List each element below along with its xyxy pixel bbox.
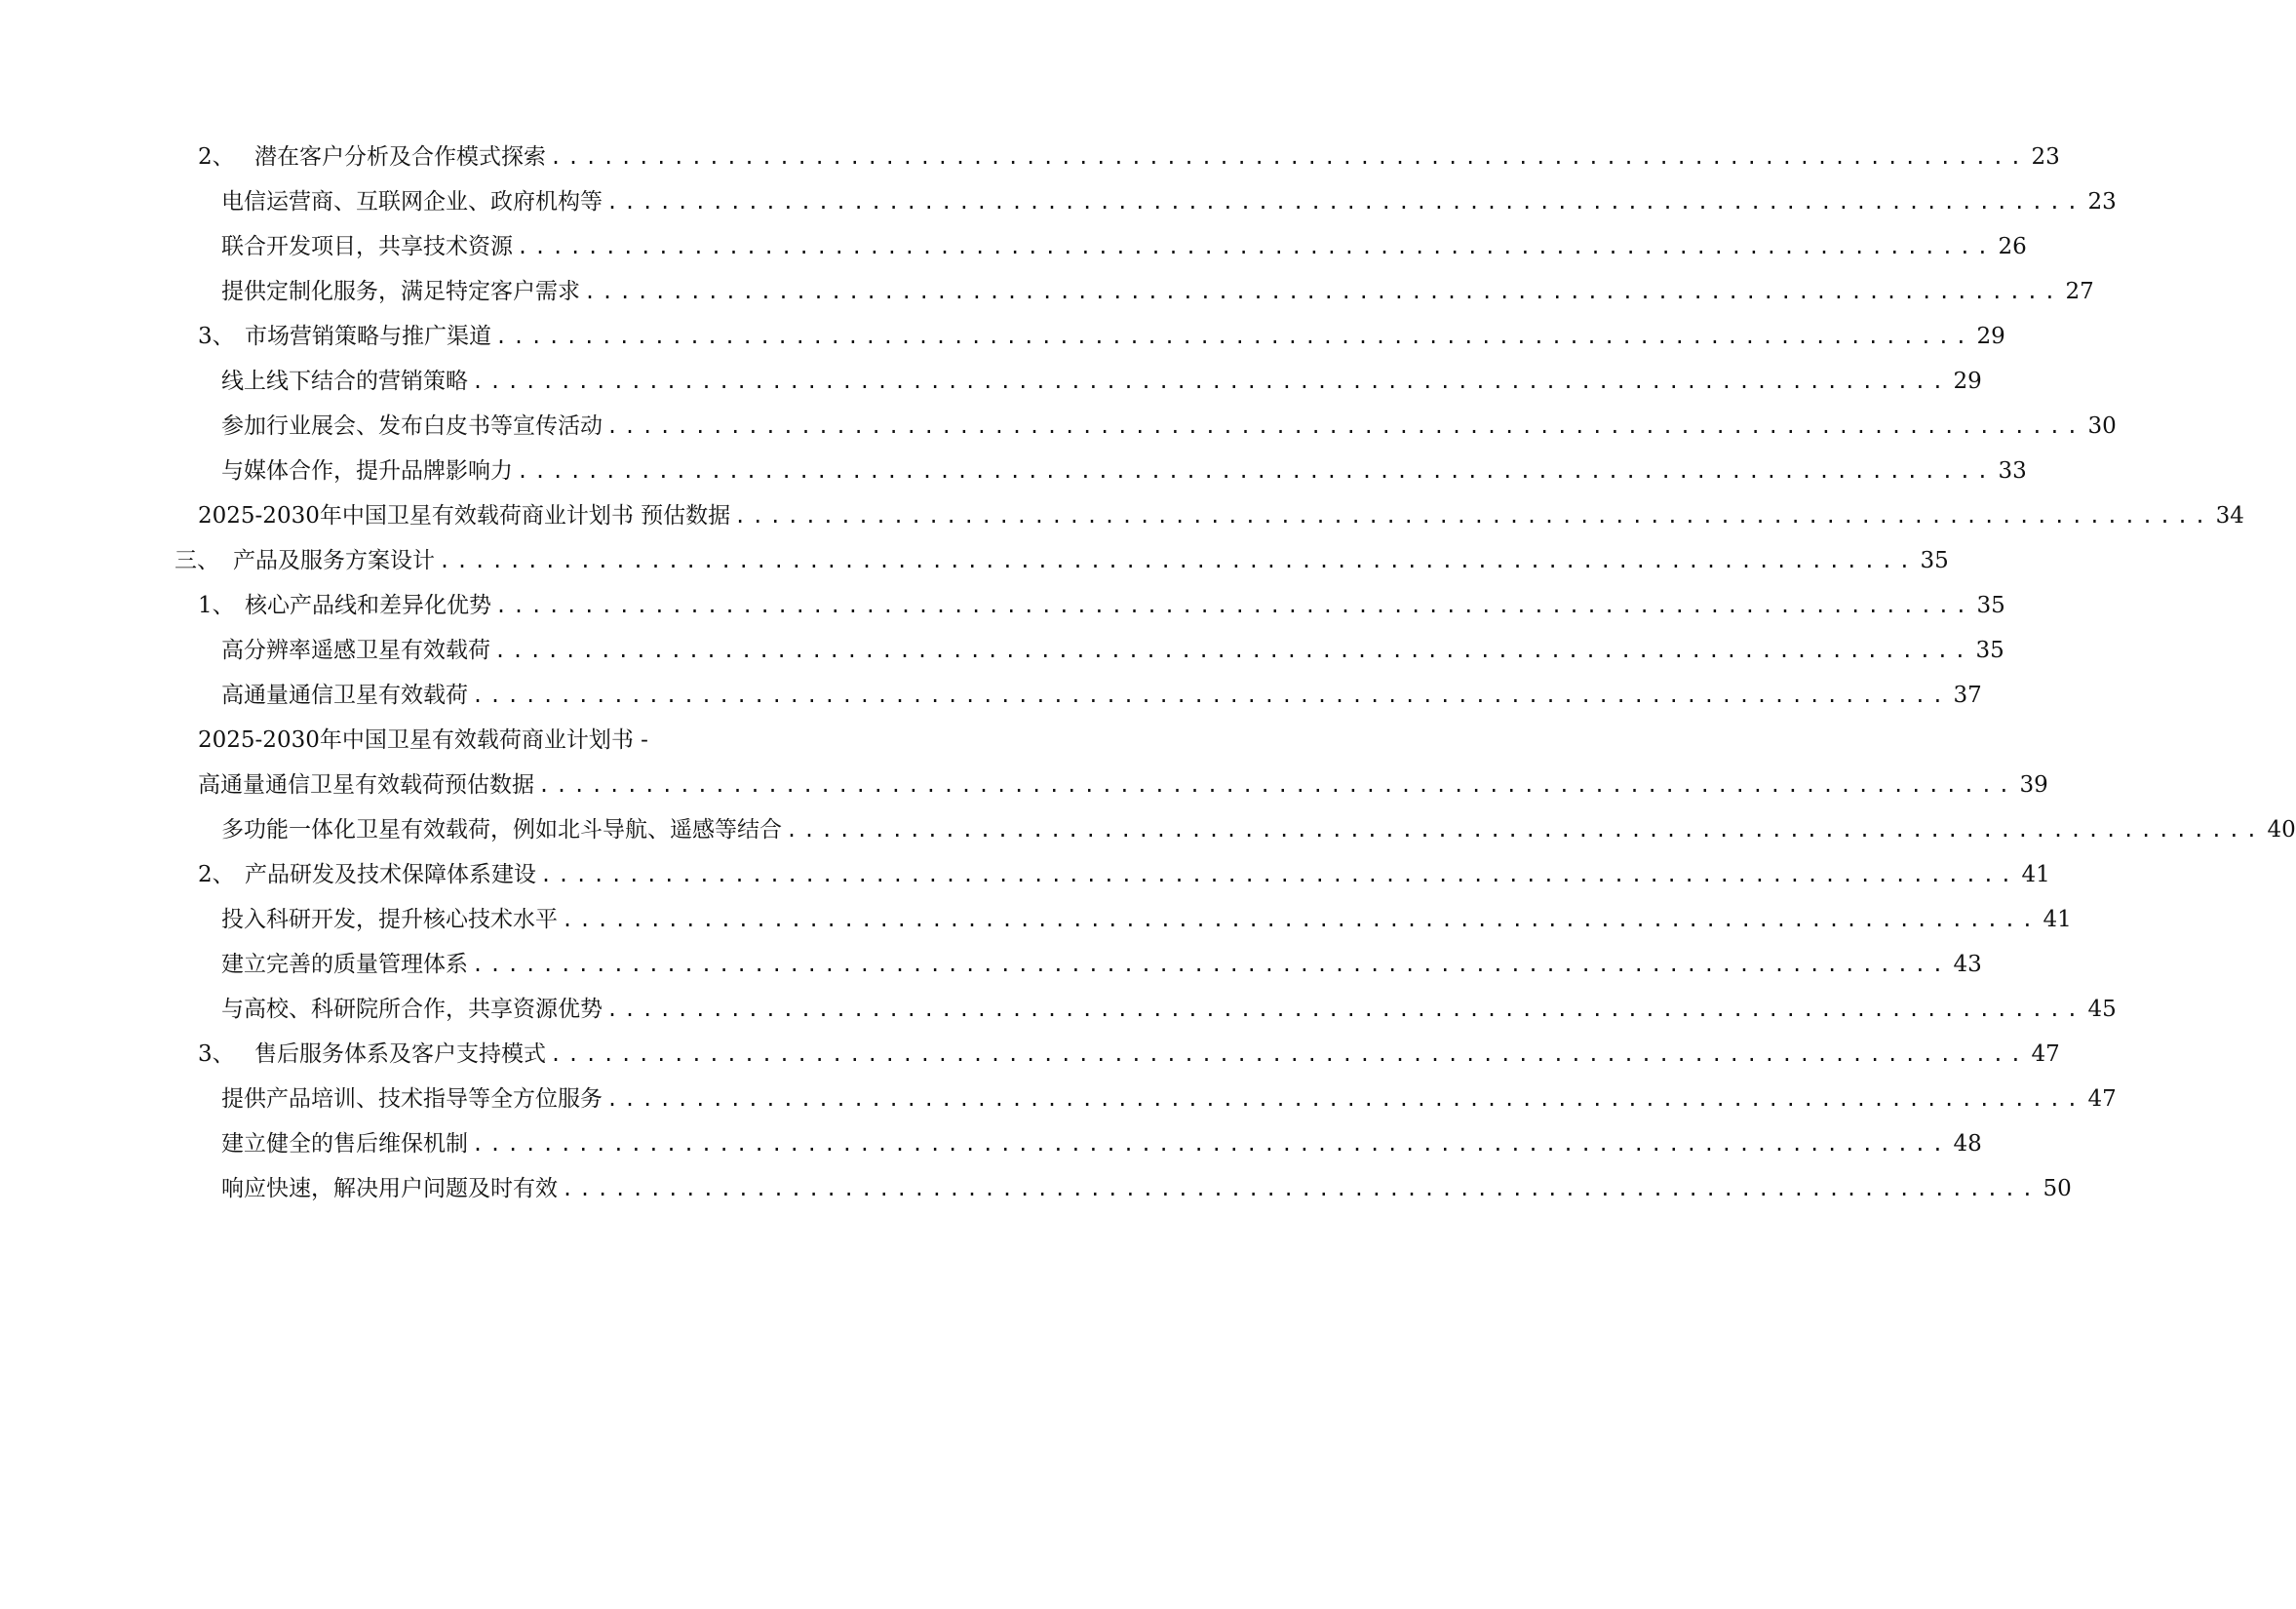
toc-entry[interactable] (198, 850, 2050, 889)
toc-entry[interactable] (221, 1119, 1982, 1158)
toc-entry[interactable] (198, 1030, 2060, 1069)
toc-entry[interactable] (221, 805, 2296, 844)
toc-entry-title: 多功能一体化卫星有效载荷，例如北斗导航、遥感等结合 (221, 817, 782, 843)
toc-entry-title: 投入科研开发，提升核心技术水平 (221, 907, 558, 932)
toc-entry-page: 34 (2215, 503, 2244, 529)
toc-entry-page: 27 (2065, 279, 2094, 304)
toc-entry-number: 3、 (198, 1041, 235, 1067)
toc-entry-page: 50 (2043, 1176, 2072, 1201)
toc-entry-number: 2、 (198, 862, 235, 887)
toc-entry-title: 联合开发项目，共享技术资源 (221, 234, 513, 259)
toc-entry-page: 43 (1953, 952, 1982, 977)
toc-entry-page: 39 (2019, 772, 2048, 798)
toc-dot-leader: .................................................................................... (734, 504, 2212, 528)
toc-entry-page: 41 (2021, 862, 2050, 887)
toc-dot-leader: .................................................................................... (562, 908, 2040, 931)
toc-entry[interactable] (221, 1075, 2117, 1114)
toc-entry-page: 35 (1976, 593, 2005, 618)
toc-entry-title: 提供产品培训、技术指导等全方位服务 (221, 1086, 603, 1112)
toc-entry-page: 35 (1975, 638, 2004, 663)
toc-entry-title: 高分辨率遥感卫星有效载荷 (221, 638, 490, 663)
toc-dot-leader: .................................................................................... (550, 1042, 2028, 1066)
toc-dot-leader: .................................................................................... (495, 594, 1973, 617)
toc-entry-page: 48 (1953, 1131, 1982, 1157)
toc-entry-title: 高通量通信卫星有效载荷 (221, 683, 468, 708)
toc-entry-page: 47 (2031, 1041, 2060, 1067)
toc-entry-title: 电信运营商、互联网企业、政府机构等 (221, 189, 603, 215)
toc-entry-page: 35 (1920, 548, 1949, 573)
toc-entry-page: 30 (2087, 413, 2117, 439)
toc-entry[interactable] (198, 716, 1007, 755)
toc-dot-leader: .................................................................................... (494, 639, 1972, 662)
toc-entry-page: 33 (1998, 458, 2027, 484)
toc-entry-title: 售后服务体系及客户支持模式 (254, 1041, 546, 1067)
toc-entry-number: 1、 (198, 593, 235, 618)
toc-dot-leader: .................................................................................... (495, 325, 1973, 348)
toc-entry[interactable] (221, 985, 2117, 1024)
toc-entry-page: 47 (2087, 1086, 2117, 1112)
toc-entry-title: 与高校、科研院所合作，共享资源优势 (221, 997, 603, 1022)
toc-entry-title: 与媒体合作，提升品牌影响力 (221, 458, 513, 484)
toc-dot-leader: .................................................................................... (472, 1132, 1950, 1156)
toc-entry-number: 2、 (198, 144, 235, 170)
toc-entry[interactable] (221, 940, 1982, 979)
toc-dot-leader: .................................................................................... (584, 280, 2062, 303)
toc-entry-page: 23 (2031, 144, 2060, 170)
toc-entry-title: 2025-2030年中国卫星有效载荷商业计划书 - (198, 727, 648, 753)
toc-entry-page: 29 (1976, 324, 2005, 349)
toc-entry-number: 三、 (175, 548, 219, 573)
toc-entry[interactable] (198, 491, 2244, 530)
toc-dot-leader: .................................................................................... (472, 370, 1950, 393)
toc-entry[interactable] (221, 671, 1982, 710)
toc-entry-title: 高通量通信卫星有效载荷预估数据 (198, 772, 534, 798)
toc-entry[interactable] (198, 581, 2005, 620)
toc-entry-page: 41 (2043, 907, 2072, 932)
toc-entry-page: 23 (2087, 189, 2117, 215)
toc-entry-number: 3、 (198, 324, 235, 349)
toc-entry[interactable] (175, 536, 1949, 575)
toc-entry[interactable] (221, 357, 1982, 396)
toc-dot-leader: .................................................................................... (538, 773, 2016, 797)
toc-dot-leader: .................................................................................... (472, 684, 1950, 707)
toc-dot-leader: .................................................................................... (550, 145, 2028, 169)
toc-entry[interactable] (221, 447, 2027, 486)
toc-entry-title: 2025-2030年中国卫星有效载荷商业计划书 预估数据 (198, 503, 731, 529)
toc-entry-title: 响应快速，解决用户问题及时有效 (221, 1176, 558, 1201)
toc-entry-title: 产品及服务方案设计 (233, 548, 435, 573)
toc-entry-title: 核心产品线和差异化优势 (245, 593, 491, 618)
toc-entry[interactable] (198, 312, 2005, 351)
toc-dot-leader: .................................................................................... (517, 235, 1995, 258)
toc-entry-page: 40 (2267, 817, 2296, 843)
toc-entry-page: 29 (1953, 369, 1982, 394)
toc-entry-title: 建立完善的质量管理体系 (221, 952, 468, 977)
toc-entry-page: 26 (1998, 234, 2027, 259)
toc-entry-title: 参加行业展会、发布白皮书等宣传活动 (221, 413, 603, 439)
toc-entry[interactable] (221, 177, 2117, 216)
toc-entry-title: 提供定制化服务，满足特定客户需求 (221, 279, 580, 304)
toc-entry-title: 建立健全的售后维保机制 (221, 1131, 468, 1157)
toc-entry[interactable] (221, 895, 2072, 934)
toc-dot-leader: .................................................................................... (540, 863, 2018, 886)
toc-dot-leader: .................................................................................... (439, 549, 1917, 572)
toc-entry[interactable] (221, 626, 2004, 665)
toc-dot-leader: .................................................................................... (786, 818, 2264, 842)
toc-entry-title: 潜在客户分析及合作模式探索 (254, 144, 546, 170)
toc-dot-leader: .................................................................................... (562, 1177, 2040, 1200)
toc-dot-leader: .................................................................................... (606, 190, 2084, 214)
toc-entry[interactable] (221, 402, 2117, 441)
toc-entry-page: 45 (2087, 997, 2117, 1022)
toc-dot-leader: .................................................................................... (606, 1087, 2084, 1111)
toc-entry[interactable] (221, 267, 2094, 306)
toc-entry-page: 37 (1953, 683, 1982, 708)
toc-entry[interactable] (221, 222, 2027, 261)
toc-entry-title: 产品研发及技术保障体系建设 (245, 862, 536, 887)
toc-entry[interactable] (198, 761, 2048, 800)
toc-entry[interactable] (221, 1164, 2072, 1203)
toc-entry-title: 市场营销策略与推广渠道 (245, 324, 491, 349)
toc-dot-leader: .................................................................................... (517, 459, 1995, 483)
toc-dot-leader: .................................................................................... (606, 414, 2084, 438)
toc-entry[interactable] (198, 133, 2060, 172)
toc-dot-leader: .................................................................................... (606, 998, 2084, 1021)
toc-dot-leader: .................................................................................... (472, 953, 1950, 976)
toc-entry-title: 线上线下结合的营销策略 (221, 369, 468, 394)
